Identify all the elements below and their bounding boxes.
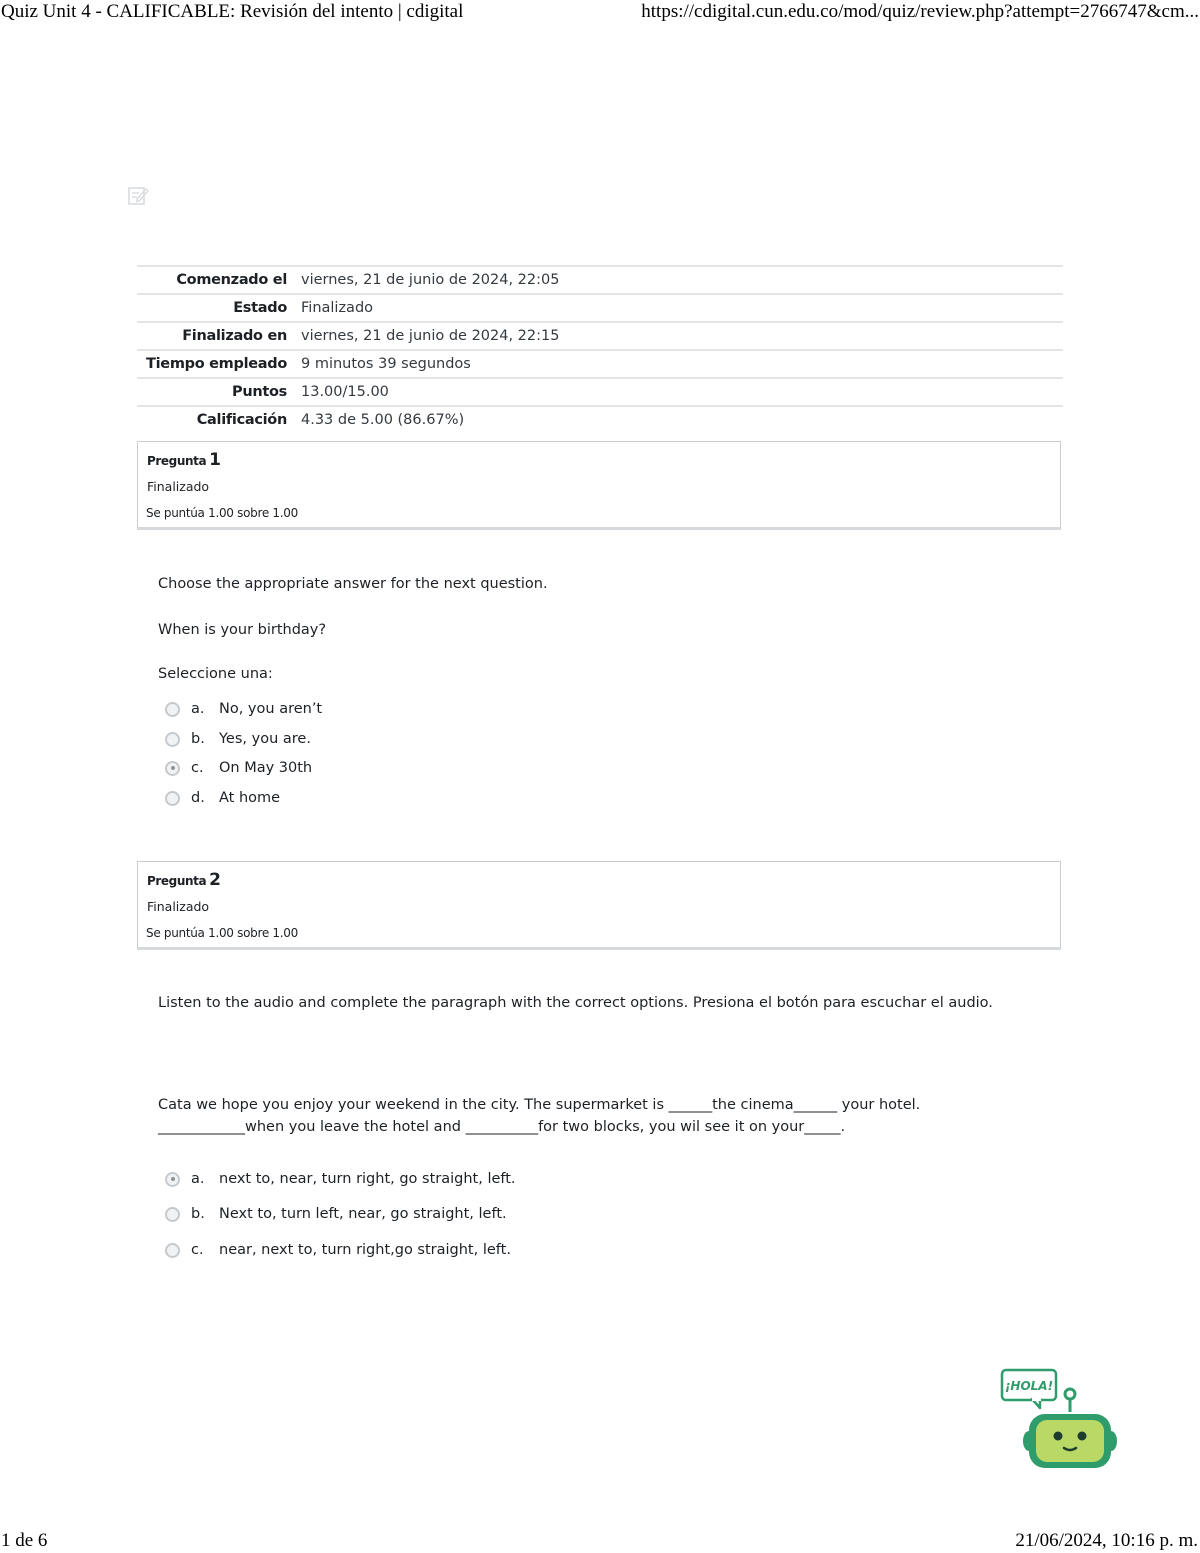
print-header	[0, 0, 1200, 26]
radio-button[interactable]	[165, 702, 180, 717]
question-1-instructions: Choose the appropriate answer for the next question.	[158, 576, 548, 592]
question-number-value: 2	[209, 870, 221, 890]
answer-text: At home	[219, 790, 281, 806]
summary-row-state	[137, 294, 1063, 322]
print-datetime: 21/06/2024, 10:16 p. m.	[1015, 1530, 1198, 1551]
answer-text: near, next to, turn right,go straight, left.	[219, 1242, 511, 1258]
question-1-prompt: Seleccione una:	[158, 666, 273, 682]
question-grade: Se puntúa 1.00 sobre 1.00	[146, 506, 298, 520]
summary-label: Calificación	[137, 406, 301, 433]
radio-button[interactable]	[165, 791, 180, 806]
page-title: Quiz Unit 4 - CALIFICABLE: Revisión del intento | cdigital	[1, 1, 464, 22]
q1-answer-a[interactable]	[165, 698, 322, 720]
q1-answer-c[interactable]	[165, 757, 312, 779]
chatbot-bubble-text: ¡HOLA!	[1004, 1379, 1054, 1393]
question-1-text: When is your birthday?	[158, 622, 327, 638]
summary-label: Puntos	[137, 378, 301, 406]
question-grade: Se puntúa 1.00 sobre 1.00	[146, 926, 298, 940]
radio-button-selected[interactable]	[165, 761, 180, 776]
question-label: Pregunta	[147, 874, 207, 888]
answer-text: On May 30th	[219, 760, 313, 776]
question-label: Pregunta	[147, 454, 207, 468]
summary-value: viernes, 21 de junio de 2024, 22:15	[301, 322, 1063, 350]
summary-row-time-taken	[137, 350, 1063, 378]
summary-label: Comenzado el	[137, 266, 301, 294]
question-state: Finalizado	[147, 479, 210, 494]
question-1-info	[137, 441, 1061, 530]
quiz-icon	[127, 184, 149, 206]
page-url: https://cdigital.cun.edu.co/mod/quiz/review.php?attempt=2766747&cm...	[641, 1, 1199, 22]
summary-value: 9 minutos 39 segundos	[301, 350, 1063, 378]
question-2-instructions: Listen to the audio and complete the paragraph with the correct options. Presiona el botón para escuchar el audio.	[158, 995, 993, 1011]
answer-letter: a.	[191, 701, 205, 717]
summary-row-finished	[137, 322, 1063, 350]
page-number: 1 de 6	[1, 1530, 48, 1551]
summary-label: Estado	[137, 294, 301, 322]
answer-letter: b.	[191, 731, 205, 747]
question-number	[147, 870, 221, 890]
chatbot-robot-icon[interactable]	[996, 1366, 1120, 1474]
q2-answer-a[interactable]	[165, 1168, 516, 1190]
question-number-value: 1	[209, 450, 221, 470]
answer-letter: d.	[191, 790, 205, 806]
print-footer	[0, 1527, 1200, 1553]
radio-button[interactable]	[165, 1243, 180, 1258]
q2-answer-c[interactable]	[165, 1239, 511, 1261]
summary-row-started	[137, 266, 1063, 294]
question-2-info	[137, 861, 1061, 950]
answer-letter: c.	[191, 760, 204, 776]
summary-value: Finalizado	[301, 294, 1063, 322]
summary-value: 4.33 de 5.00 (86.67%)	[301, 406, 1063, 433]
answer-text: next to, near, turn right, go straight, left.	[219, 1171, 516, 1187]
radio-button[interactable]	[165, 732, 180, 747]
summary-label: Tiempo empleado	[137, 350, 301, 378]
answer-letter: b.	[191, 1206, 205, 1222]
radio-button[interactable]	[165, 1207, 180, 1222]
answer-letter: a.	[191, 1171, 205, 1187]
summary-value: 13.00/15.00	[301, 378, 1063, 406]
summary-value: viernes, 21 de junio de 2024, 22:05	[301, 266, 1063, 294]
q1-answer-b[interactable]	[165, 728, 311, 750]
q2-answer-b[interactable]	[165, 1203, 507, 1225]
answer-text: Next to, turn left, near, go straight, left.	[219, 1206, 507, 1222]
radio-button-selected[interactable]	[165, 1172, 180, 1187]
question-2-paragraph: Cata we hope you enjoy your weekend in the city. The supermarket is ______the cinema______ your hotel. ____________when you leave the hotel and __________for two blocks, you wil see it on your_____.	[158, 1097, 921, 1135]
summary-row-marks	[137, 378, 1063, 406]
question-number	[147, 450, 221, 470]
summary-row-grade	[137, 406, 1063, 433]
answer-text: Yes, you are.	[219, 731, 311, 747]
attempt-summary	[137, 265, 1063, 433]
summary-label: Finalizado en	[137, 322, 301, 350]
q1-answer-d[interactable]	[165, 787, 280, 809]
answer-text: No, you aren’t	[219, 701, 323, 717]
answer-letter: c.	[191, 1242, 204, 1258]
question-state: Finalizado	[147, 899, 210, 914]
